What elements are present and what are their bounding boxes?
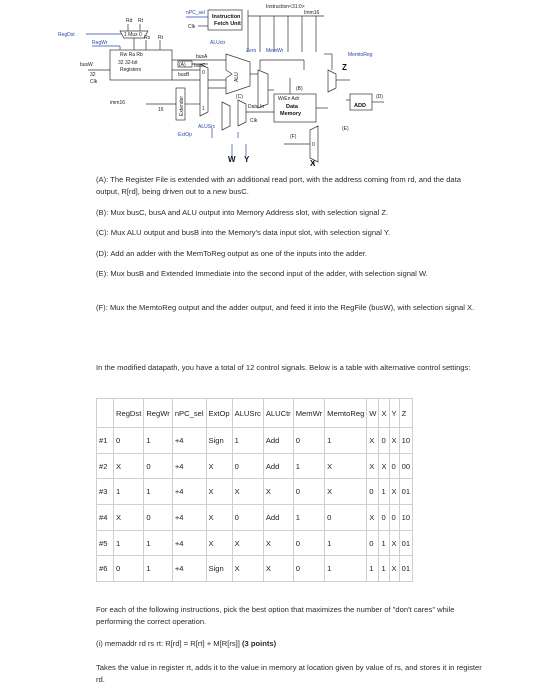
diagram-label-clk-top: Clk [188,24,196,30]
datapath-diagram [28,4,400,166]
cell-memwr: 0 [293,428,324,454]
cell-w: 0 [367,479,379,505]
header-y: Y [389,399,399,428]
diagram-label-regs-line1: 32 32-bit [118,60,138,66]
cell-regdst: X [114,505,144,531]
cell-z: 01 [399,556,412,582]
cell-aluctr: X [263,556,293,582]
header-z: Z [399,399,412,428]
diagram-label-busw: busW [80,62,93,68]
diagram-label-imm16-top: Imm16 [304,10,320,16]
diagram-label-npc-sel: nPC_sel [186,10,205,16]
cell-alusrc: X [232,530,263,556]
diagram-label-clk-left: Clk [90,79,98,85]
diagram-label-imm16-left: imm16 [110,100,126,106]
header-x: X [379,399,389,428]
option-c-letter: (C): [96,228,109,237]
cell-regdst: 1 [114,530,144,556]
cell-z: 01 [399,479,412,505]
cell-memtoreg: 1 [325,530,367,556]
table-row [97,505,413,531]
question-points: (3 points) [242,639,277,648]
table-row [97,453,413,479]
cell-memtoreg: X [325,479,367,505]
option-b-text: Mux busC, busA and ALU output into Memory Address slot, with selection signal Z. [110,208,389,217]
diagram-label-rw-ra-rb: Rw Ra Rb [120,52,143,58]
diagram-label-busb: busB [178,72,190,78]
diagram-label-memtoreg: MemtoReg [348,52,373,58]
cell-memtoreg: 0 [325,505,367,531]
cell-w: 1 [367,556,379,582]
cell-memwr: 0 [293,530,324,556]
header-extop: ExtOp [206,399,232,428]
cell-extop: Sign [206,428,232,454]
cell-regwr: 1 [144,530,173,556]
cell-alusrc: X [232,479,263,505]
header-regdst: RegDst [114,399,144,428]
table-row [97,530,413,556]
cell-extop: X [206,479,232,505]
cell-npc-sel: +4 [172,556,206,582]
cell-regwr: 1 [144,556,173,582]
cell-z: 01 [399,530,412,556]
diagram-label-y: Y [244,155,250,164]
row-index: #1 [97,428,114,454]
cell-extop: X [206,530,232,556]
diagram-label-x: X [310,159,316,166]
table-row [97,556,413,582]
cell-aluctr: Add [263,428,293,454]
header-alusrc: ALUSrc [232,399,263,428]
header-memwr: MemWr [293,399,324,428]
cell-regdst: 0 [114,556,144,582]
diagram-label-a: (A) [179,62,186,68]
cell-x: 0 [379,505,389,531]
option-e-text: Mux busB and Extended Immediate into the second input of the adder, with selection signal W. [110,269,428,278]
option-f-text: Mux the MemtoReg output and the adder output, and feed it into the RegFile (busW), with selection signal X. [109,303,475,312]
diagram-label-alusrc: ALUSrc [198,124,216,130]
cell-z: 00 [399,453,412,479]
instructions-prompt: For each of the following instructions, pick the best option that maximizes the number of "don't cares" while performing the correct operation. [96,605,455,626]
diagram-label-regdst: RegDst [58,32,75,38]
cell-y: X [389,479,399,505]
diagram-label-data-line1: Data [286,104,298,110]
cell-w: X [367,428,379,454]
cell-npc-sel: +4 [172,428,206,454]
cell-npc-sel: +4 [172,479,206,505]
cell-memwr: 1 [293,505,324,531]
diagram-label-16: 16 [158,107,164,113]
cell-regdst: 0 [114,428,144,454]
diagram-label-regwr: RegWr [92,40,108,46]
option-a [96,174,478,198]
cell-alusrc: 0 [232,453,263,479]
row-index: #3 [97,479,114,505]
cell-extop: X [206,505,232,531]
cell-x: 1 [379,530,389,556]
cell-x: 1 [379,479,389,505]
diagram-label-add: ADD [354,103,366,109]
diagram-label-mux1: 1 Mux 0 [124,32,142,38]
diagram-label-b: (B) [296,86,303,92]
cell-memtoreg: 1 [325,556,367,582]
cell-alusrc: 0 [232,505,263,531]
row-index: #4 [97,505,114,531]
diagram-label-f: (F) [290,134,297,140]
cell-w: X [367,453,379,479]
diagram-label-mux-zero: 0 [202,70,205,76]
header-aluctr: ALUCtr [263,399,293,428]
diagram-label-rd: Rd [126,18,133,24]
cell-memwr: 0 [293,479,324,505]
cell-regwr: 1 [144,479,173,505]
diagram-label-32: 32 [90,72,96,78]
cell-y: 0 [389,505,399,531]
diagram-label-mux-f: 0 [312,142,315,148]
cell-regwr: 0 [144,453,173,479]
cell-extop: Sign [206,556,232,582]
question-heading [96,638,488,650]
diagram-label-extop: ExtOp [178,132,192,138]
row-index: #2 [97,453,114,479]
diagram-label-aluctr: ALUctr [210,40,226,46]
control-signals-table [96,398,413,582]
cell-y: X [389,428,399,454]
option-e [96,268,478,280]
diagram-label-memwr: MemWr [266,48,284,54]
diagram-label-busa: busA [196,54,208,60]
cell-aluctr: Add [263,453,293,479]
cell-npc-sel: +4 [172,453,206,479]
row-index: #5 [97,530,114,556]
cell-y: X [389,530,399,556]
table-header-row [97,399,413,428]
cell-x: 1 [379,556,389,582]
cell-memwr: 0 [293,556,324,582]
diagram-label-z: Z [342,63,347,72]
diagram-label-mux-one: 1 [202,106,205,112]
cell-aluctr: X [263,479,293,505]
cell-npc-sel: +4 [172,505,206,531]
header-regwr: RegWr [144,399,173,428]
cell-x: X [379,453,389,479]
cell-y: 0 [389,453,399,479]
diagram-label-d: (D) [376,94,383,100]
question-description: Takes the value in register rt, adds it to the value in memory at location given by value of rs, and stores it in register rd. [96,663,482,684]
table-row [97,479,413,505]
diagram-label-rt-top: Rt [158,35,163,41]
cell-x: 0 [379,428,389,454]
option-d-text: Add an adder with the MemToReg output as one of the inputs into the adder. [110,249,368,258]
option-c [96,227,478,239]
diagram-label-e: (E) [342,126,349,132]
option-f-letter: (F): [96,303,108,312]
option-a-text: The Register File is extended with an additional read port, with the address coming from rd, and the data output, R[rd], being driven out to a new busC. [96,175,461,196]
header-w: W [367,399,379,428]
cell-regdst: 1 [114,479,144,505]
cell-memtoreg: X [325,453,367,479]
cell-alusrc: 1 [232,428,263,454]
row-index: #6 [97,556,114,582]
cell-memtoreg: 1 [325,428,367,454]
option-b-letter: (B): [96,208,109,217]
cell-npc-sel: +4 [172,530,206,556]
header-npc-sel: nPC_sel [172,399,206,428]
cell-regdst: X [114,453,144,479]
diagram-label-rs-top: Rs [144,35,151,41]
option-f [96,302,478,314]
cell-regwr: 1 [144,428,173,454]
diagram-label-wren-adr: WrEn Adr [278,96,300,102]
option-a-letter: (A): [96,175,109,184]
diagram-label-w: W [228,155,236,164]
option-d [96,248,478,260]
cell-extop: X [206,453,232,479]
diagram-label-alu: ALU [234,72,240,82]
diagram-label-rt: Rt [138,18,143,24]
diagram-label-ifu-line1: Instruction [212,14,241,20]
diagram-label-ifu-line2: Fetch Unit [214,21,241,27]
option-e-letter: (E): [96,269,109,278]
header-index [97,399,114,428]
cell-aluctr: Add [263,505,293,531]
option-d-letter: (D): [96,249,109,258]
cell-regwr: 0 [144,505,173,531]
cell-w: X [367,505,379,531]
diagram-label-busc: busC [194,63,206,69]
table-row [97,428,413,454]
diagram-label-regs-line2: Registers [120,67,142,73]
option-c-text: Mux ALU output and busB into the Memory's data input slot, with selection signal Y. [110,228,391,237]
cell-z: 10 [399,428,412,454]
diagram-label-clk-mem: Clk [250,118,258,124]
header-memtoreg: MemtoReg [325,399,367,428]
cell-memwr: 1 [293,453,324,479]
question-title: (i) memaddr rd rs rt: R[rd] = R[rt] + M[R[rs]] [96,639,240,648]
option-b [96,207,478,219]
diagram-label-zero: Zero [246,48,257,54]
diagram-label-data-in: Data In [248,104,265,110]
diagram-label-extender: Extender [179,95,185,116]
cell-y: X [389,556,399,582]
cell-alusrc: X [232,556,263,582]
diagram-label-c: (C) [236,94,243,100]
table-intro: In the modified datapath, you have a total of 12 control signals. Below is a table with alternative control settings: [96,363,471,372]
cell-z: 10 [399,505,412,531]
cell-aluctr: X [263,530,293,556]
cell-w: 0 [367,530,379,556]
diagram-label-data-line2: Memory [280,111,302,117]
diagram-label-instruction-bits: Instruction<31:0> [266,4,305,10]
